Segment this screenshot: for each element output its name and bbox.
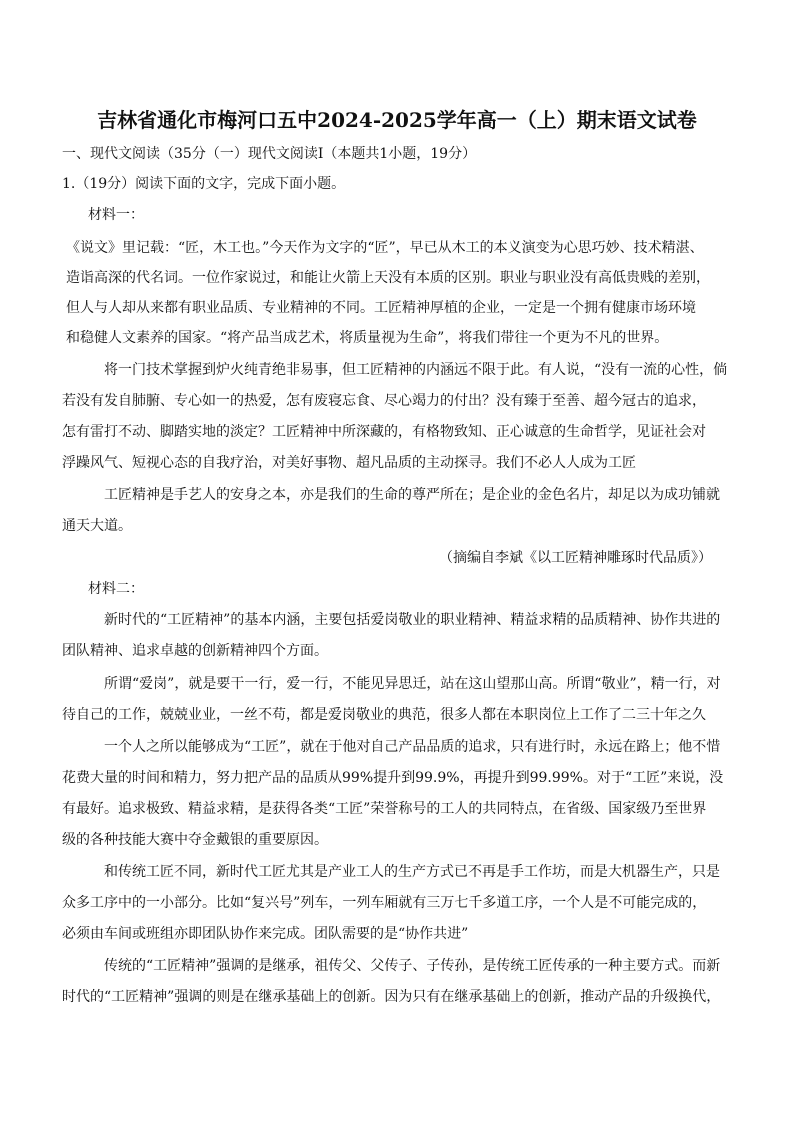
text-line: 待自己的工作，兢兢业业，一丝不苟，都是爱岗敬业的典范，很多人都在本职岗位上工作了二三十年之久 bbox=[62, 707, 706, 723]
text-line: 众多工序中的一小部分。比如“复兴号”列车，一列车厢就有三万七千多道工序，一个人是不可能完成的， bbox=[62, 895, 707, 911]
text-line: 和稳健人文素养的国家。“将产品当成艺术，将质量视为生命”，将我们带往一个更为不凡的世界。 bbox=[66, 330, 669, 346]
text-line: 造诣高深的代名词。一位作家说过，和能让火箭上天没有本质的区别。职业与职业没有高低贵贱的差别， bbox=[66, 270, 710, 286]
text-line: 工匠精神是手艺人的安身之本，亦是我们的生命的尊严所在；是企业的金色名片，却足以为成功铺就 bbox=[104, 487, 720, 503]
source-citation: （摘编自李斌《以工匠精神雕琢时代品质》） bbox=[439, 550, 712, 566]
text-line: 《说文》里记载：“匠，木工也。”今天作为文字的“匠”，早已从木工的本义演变为心思巧妙、技术精湛、 bbox=[66, 240, 704, 256]
text-line: 怎有雷打不动、脚踏实地的淡定？工匠精神中所深藏的，有格物致知、正心诚意的生命哲学，见证社会对 bbox=[62, 424, 706, 440]
material-label-2: 材料二： bbox=[88, 581, 144, 597]
text-line: 和传统工匠不同，新时代工匠尤其是产业工人的生产方式已不再是手工作坊，而是大机器生产，只是 bbox=[104, 864, 720, 880]
question-intro: 1.（19分）阅读下面的文字，完成下面小题。 bbox=[62, 176, 346, 192]
text-line: 花费大量的时间和精力，努力把产品的品质从99%提升到99.9%，再提升到99.99%。对于“工匠”来说，没 bbox=[62, 770, 724, 786]
text-line: 传统的“工匠精神”强调的是继承，祖传父、父传子、子传孙，是传统工匠传承的一种主要方式。而新 bbox=[104, 958, 721, 974]
text-line: 级的各种技能大赛中夺金戴银的重要原因。 bbox=[62, 832, 328, 848]
text-line: 通天大道。 bbox=[62, 518, 132, 534]
text-line: 所谓“爱岗”，就是要干一行，爱一行，不能见异思迁，站在这山望那山高。所谓“敬业”，精一行，对 bbox=[104, 676, 721, 692]
section-heading: 一、现代文阅读（35分（一）现代文阅读Ⅰ（本题共1小题，19分） bbox=[62, 146, 477, 162]
material-label-1: 材料一： bbox=[88, 207, 144, 223]
text-line: 浮躁风气、短视心态的自我疗治，对美好事物、超凡品质的主动探寻。我们不必人人成为工匠 bbox=[62, 455, 636, 471]
text-line: 但人与人却从来都有职业品质、专业精神的不同。工匠精神厚植的企业，一定是一个拥有健康市场环境 bbox=[66, 300, 696, 316]
text-line: 团队精神、追求卓越的创新精神四个方面。 bbox=[62, 643, 328, 659]
text-line: 若没有发自肺腑、专心如一的热爱，怎有废寝忘食、尽心竭力的付出？没有臻于至善、超今冠古的追求， bbox=[62, 393, 706, 409]
text-line: 一个人之所以能够成为“工匠”，就在于他对自己产品品质的追求，只有进行时，永远在路上；他不惜 bbox=[104, 739, 721, 755]
exam-title: 吉林省通化市梅河口五中2024-2025学年高一（上）期末语文试卷 bbox=[97, 108, 697, 132]
text-line: 必须由车间或班组亦即团队协作来完成。团队需要的是“协作共进” bbox=[62, 926, 469, 942]
text-line: 时代的“工匠精神”强调的则是在继承基础上的创新。因为只有在继承基础上的创新，推动产品的升级换代， bbox=[62, 989, 721, 1005]
text-line: 新时代的“工匠精神”的基本内涵，主要包括爱岗敬业的职业精神、精益求精的品质精神、协作共进的 bbox=[104, 612, 721, 628]
text-line: 有最好。追求极致、精益求精，是获得各类“工匠”荣誉称号的工人的共同特点，在省级、国家级乃至世界 bbox=[62, 801, 707, 817]
text-line: 将一门技术掌握到炉火纯青绝非易事，但工匠精神的内涵远不限于此。有人说，“没有一流的心性，倘 bbox=[104, 362, 728, 378]
